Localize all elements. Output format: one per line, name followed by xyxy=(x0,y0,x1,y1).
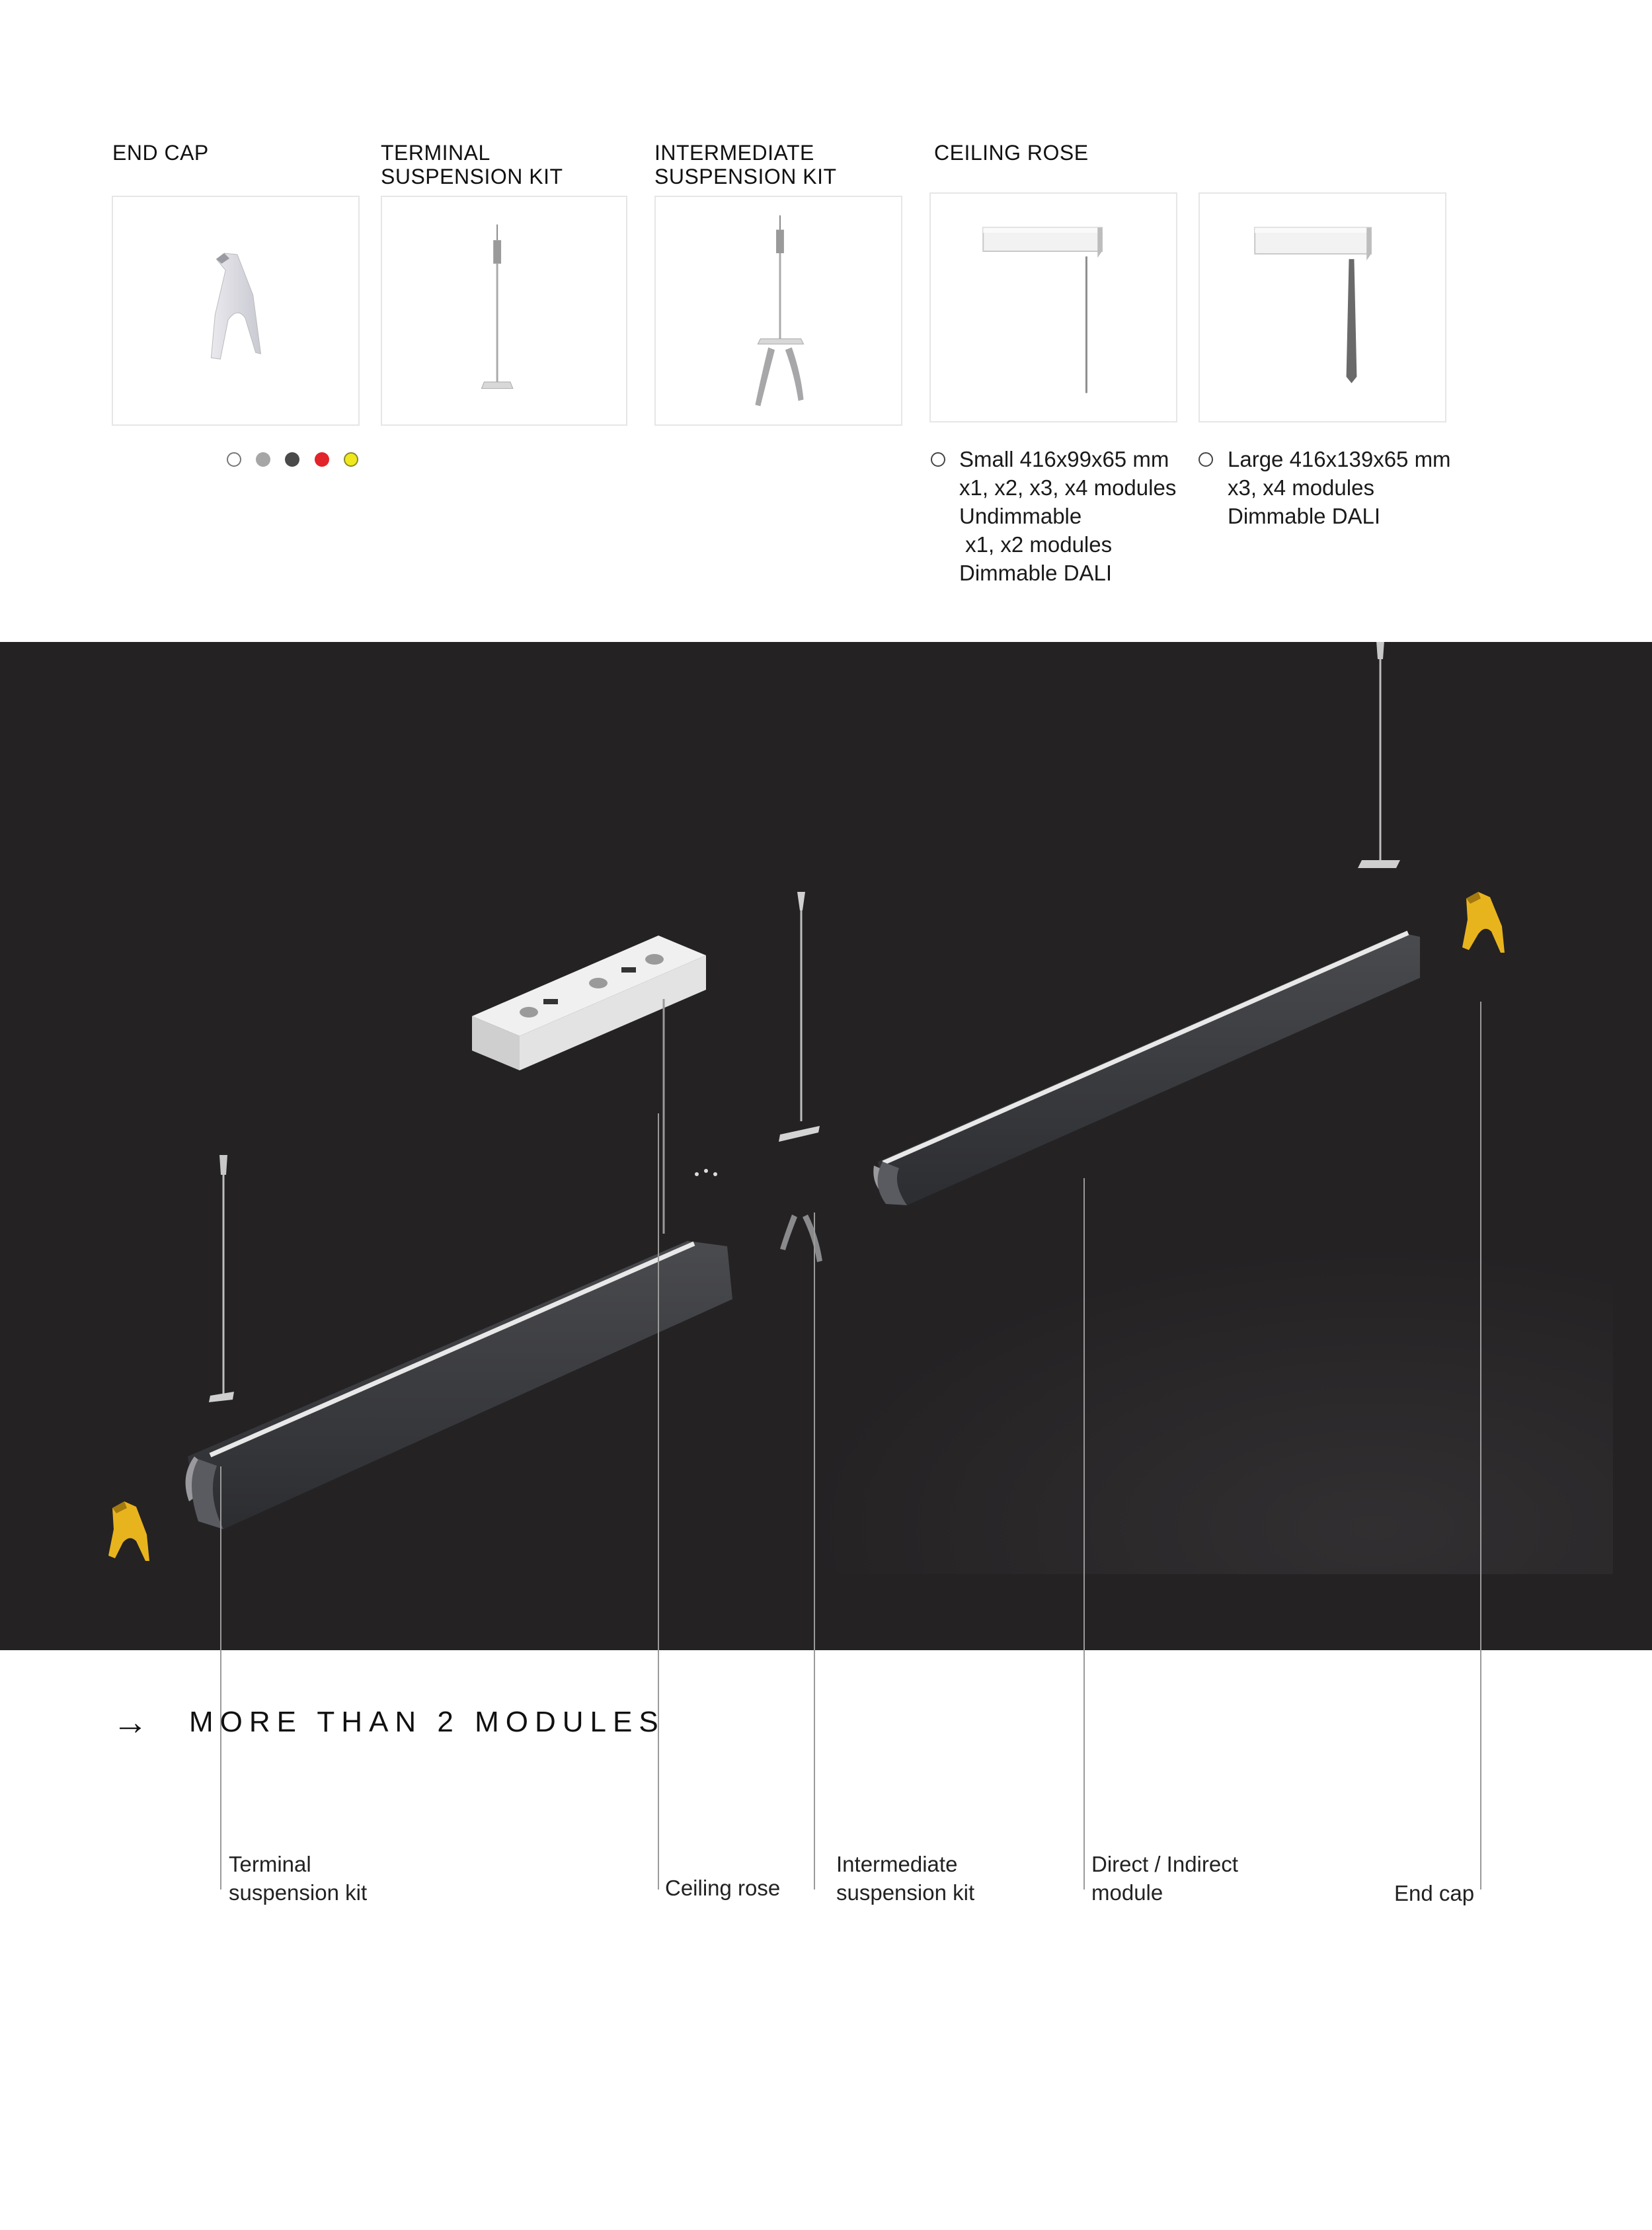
ceiling-rose-large-description xyxy=(1228,445,1451,530)
ceiling-rose-large-image xyxy=(1200,194,1445,421)
color-swatch-yellow[interactable] xyxy=(344,452,358,467)
module-leader xyxy=(1083,1178,1085,1890)
color-swatch-dark-grey[interactable] xyxy=(285,452,299,467)
end-cap-leader xyxy=(1480,1002,1481,1890)
ceiling-rose-large-radio[interactable] xyxy=(1199,452,1213,467)
ceiling-rose-small-radio[interactable] xyxy=(931,452,945,467)
section-title: MORE THAN 2 MODULES xyxy=(189,1706,665,1738)
option-line: Undimmable xyxy=(959,504,1082,528)
option-line: Large 416x139x65 mm xyxy=(1228,447,1451,471)
ceiling-rose-large-thumbnail xyxy=(1199,192,1446,422)
callout-end-cap: End cap xyxy=(1394,1881,1475,1905)
option-line: x1, x2, x3, x4 modules xyxy=(959,475,1177,500)
exploded-assembly-illustration xyxy=(0,642,1652,1650)
callout-ceiling-rose: Ceiling rose xyxy=(665,1876,781,1900)
intermediate-suspension-kit-leader xyxy=(814,1213,815,1890)
terminal-suspension-kit-heading: TERMINAL SUSPENSION KIT xyxy=(381,141,563,188)
option-line: Small 416x99x65 mm xyxy=(959,447,1169,471)
option-line: Dimmable DALI xyxy=(959,561,1113,585)
assembly-drawing xyxy=(0,642,1652,1650)
ceiling-rose-heading: CEILING ROSE xyxy=(934,141,1089,165)
callout-terminal-suspension-kit: Terminal suspension kit xyxy=(229,1852,368,1905)
ceiling-rose-small-description xyxy=(959,445,1176,587)
ceiling-rose-small-image xyxy=(931,194,1176,421)
color-swatch-grey[interactable] xyxy=(256,452,270,467)
option-line: x3, x4 modules xyxy=(1228,475,1374,500)
arrow-right-icon: → xyxy=(112,1702,148,1742)
option-line: Dimmable DALI xyxy=(1228,504,1381,528)
ceiling-rose-leader xyxy=(658,1113,659,1890)
callout-direct-indirect-module: Direct / Indirect module xyxy=(1091,1852,1238,1905)
ceiling-rose-small-thumbnail xyxy=(929,192,1177,422)
color-swatch-red[interactable] xyxy=(315,452,329,467)
option-line: x1, x2 modules xyxy=(959,532,1113,557)
intermediate-suspension-kit-heading: INTERMEDIATE SUSPENSION KIT xyxy=(654,141,837,188)
terminal-kit-image xyxy=(382,197,626,424)
end-cap-thumbnail xyxy=(112,196,360,426)
color-swatch-white[interactable] xyxy=(227,452,241,467)
terminal-suspension-kit-thumbnail xyxy=(381,196,627,426)
callout-intermediate-suspension-kit: Intermediate suspension kit xyxy=(836,1852,975,1905)
terminal-suspension-kit-leader xyxy=(220,1466,221,1890)
end-cap-heading: END CAP xyxy=(112,141,209,165)
intermediate-suspension-kit-thumbnail xyxy=(654,196,902,426)
end-cap-image xyxy=(113,197,358,424)
intermediate-kit-image xyxy=(656,197,901,424)
